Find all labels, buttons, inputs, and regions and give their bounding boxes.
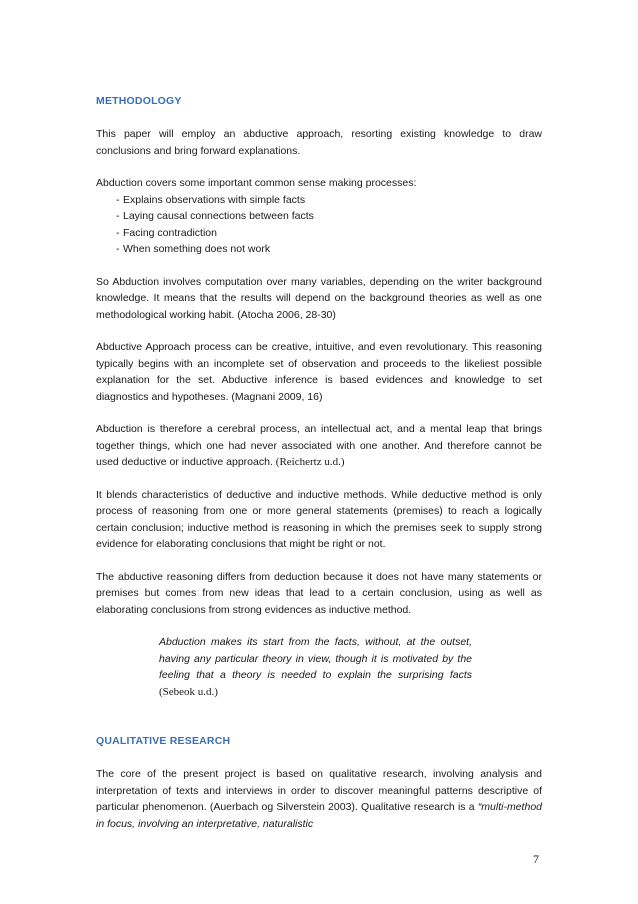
- list-item: - Laying causal connections between facts: [96, 208, 542, 225]
- methodology-heading: METHODOLOGY: [96, 95, 182, 107]
- sebeok-quote: [159, 634, 472, 700]
- methodology-paragraph-1: This paper will employ an abductive approach, resorting existing knowledge to draw conclusions and bring forward explanations.: [96, 128, 542, 157]
- list-item: - Explains observations with simple facts: [96, 192, 542, 209]
- abduction-process-list: [96, 192, 542, 258]
- quote-text: Abduction makes its start from the facts, without, at the outset, having any particular theory in view, though it is motivated by the feeling that a theory is needed to explain the surprising facts: [159, 636, 472, 681]
- methodology-paragraph-2: So Abduction involves computation over many variables, depending on the writer background knowledge. It means that the results will depend on the background theories as well as one methodological working habit. (Atocha 2006, 28-30): [96, 275, 542, 321]
- methodology-paragraph-3: Abductive Approach process can be creative, intuitive, and even revolutionary. This reasoning typically begins with an incomplete set of observation and proceeds to the likeliest possible explanation for the set. Abductive inference is based evidences and knowledge to set diagnostics and hypotheses. (Magnani 2009, 16): [96, 341, 542, 403]
- page-content: [96, 93, 542, 832]
- methodology-paragraph-5: It blends characteristics of deductive and inductive methods. While deductive method is only process of reasoning from one or more general statements (premises) to reach a logically certain conclusion; inductive method is reasoning in which the premises seek to supply strong evidence for elaborating conclusions that might be right or not.: [96, 488, 542, 550]
- qualitative-research-heading: QUALITATIVE RESEARCH: [96, 735, 231, 747]
- qualitative-paragraph-1: [96, 766, 542, 832]
- list-item: - Facing contradiction: [96, 225, 542, 242]
- paragraph-4-text: Abduction is therefore a cerebral process, an intellectual act, and a mental leap that brings together things, which one had never associated with one another. And therefore cannot be used deductive or inductive approach.: [96, 423, 542, 468]
- qualitative-italic-quote: “multi-method in focus, involving an interpretative, naturalistic: [96, 801, 542, 830]
- qualitative-text: The core of the present project is based on qualitative research, involving analysis and interpretation of texts and interviews in order to discover meaningful patterns descriptive of particular phenomenon. (Auerbach og Silverstein 2003). Qualitative research is a: [96, 768, 542, 813]
- page-number: 7: [533, 852, 539, 866]
- citation-sebeok: (Sebeok u.d.): [159, 685, 218, 698]
- abduction-list-intro: Abduction covers some important common sense making processes:: [96, 177, 417, 189]
- methodology-paragraph-6: The abductive reasoning differs from deduction because it does not have many statements or premises but comes from new ideas that lead to a certain conclusion, using as well as elaborating conclusions from strong evidences as inductive method.: [96, 570, 542, 616]
- citation-reichertz: (Reichertz u.d.): [275, 456, 345, 468]
- methodology-paragraph-4: [96, 421, 542, 471]
- list-item: - When something does not work: [96, 241, 542, 258]
